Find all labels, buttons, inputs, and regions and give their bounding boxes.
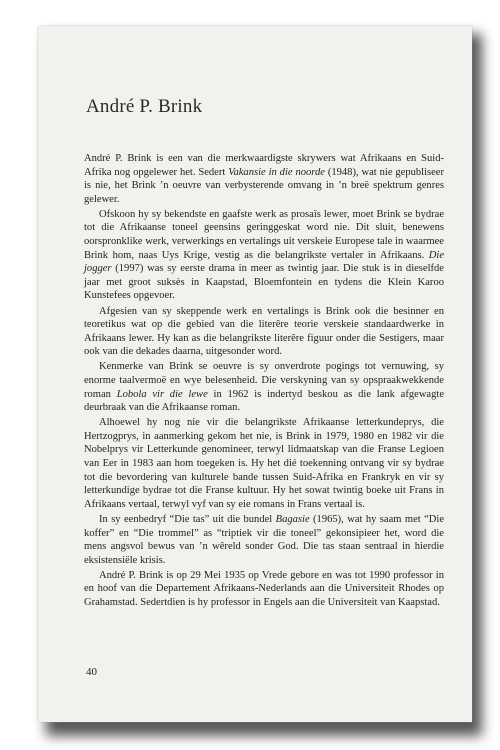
text-run: in 1962 is indertyd beskou as die lank afgewagte deurbraak van die Afrikaanse roman. [84, 388, 444, 414]
text-run: (1997) was sy eerste drama in meer as twintig jaar. Die stuk is in dieselfde jaar met groot suksès in Kaapstad, Bloemfontein en tydens die Klein Karoo Kunstefees opgevoer. [84, 263, 444, 302]
paragraph [84, 569, 444, 610]
paragraph [84, 416, 444, 511]
text-run: (1965), wat hy saam met “Die koffer” en “Die trommel” as “triptiek vir die toneel” gekonsipieer het, word die mens angsvol bewus van ’n wêreld sonder God. Die tas staan sentraal in hierdie eksistensiële krisis. [84, 513, 445, 566]
text-run: Afgesien van sy skeppende werk en vertalings is Brink ook die besinner en teoretikus wat op die gebied van die literêre teorie verskeie standaardwerke in Afrikaans lewer. Hy kan as die belangrikste literêre figuur onder die Sestigers, maar ook van die dekades daarna, uitgesonder word. [84, 305, 444, 358]
text-run: In sy eenbedryf “Die tas” uit die bundel [99, 513, 276, 525]
text-run: Ofskoon hy sy bekendste en gaafste werk as prosaïs lewer, moet Brink se bydrae tot die Afrikaanse toneel geensins geringgeskat word nie. Dit sluit, benewens oorspronklike werk, verwerkings en vertalings uit verskeie Europese tale in waarmee Brink hom, naas Uys Krige, vestig as die belangrikste vertaler in Afrikaans. [84, 208, 444, 261]
body-text [84, 152, 444, 611]
text-run: André P. Brink is op 29 Mei 1935 op Vrede gebore en was tot 1990 professor in en hoof van die Departement Afrikaans-Nederlands aan die Universiteit Rhodes op Grahamstad. Sedertdien is hy professor in Engels aan die Universiteit van Kaapstad. [84, 569, 444, 608]
paragraph [84, 152, 444, 206]
paragraph [84, 305, 444, 359]
text-run: André P. Brink is een van die merkwaardigste skrywers wat Afrikaans en Suid-Afrika nog opgelewer het. Sedert [84, 153, 444, 178]
paragraph [84, 513, 444, 567]
italic-title: Die jogger [84, 249, 444, 275]
page-number: 40 [86, 666, 97, 678]
paragraph [84, 208, 444, 303]
paragraph [84, 360, 444, 414]
text-run: Alhoewel hy nog nie vir die belangrikste Afrikaanse letterkundeprys, die Hertzogprys, in aanmerking gekom het nie, is Brink in 1979, 1980 en 1982 vir die Nobelprys vir Letterkunde genomineer, terwyl lidmaatskap van die Franse Legioen van Eer in 1983 aan hom toegeken is. Hy het dié toekenning ontvang vir sy bydrae tot die bevordering van kulturele bande tussen Suid-Afrika en Frankryk en vir sy letterkundige bydrae tot die Franse kultuur. Hy het sowat twintig boeke uit Frans in Afrikaans vertaal, terwyl vyf van sy eie romans in Frans vertaal is. [84, 417, 444, 510]
italic-title: Vakansie in die noorde [228, 166, 325, 178]
italic-title: Bagasie [275, 513, 310, 525]
text-run: (1948), wat nie gepubliseer is nie, het Brink ’n oeuvre van verbysterende omvang in ’n breë spektrum genres gelewer. [84, 166, 445, 205]
page-title: André P. Brink [86, 96, 203, 117]
italic-title: Lobola vir die lewe [116, 388, 208, 400]
book-page [38, 26, 472, 722]
text-run: Kenmerke van Brink se oeuvre is sy onverdrote pogings tot vernuwing, sy enorme taalvermoë en wye belesenheid. Die verskyning van sy opspraakwekkende roman [84, 361, 444, 400]
